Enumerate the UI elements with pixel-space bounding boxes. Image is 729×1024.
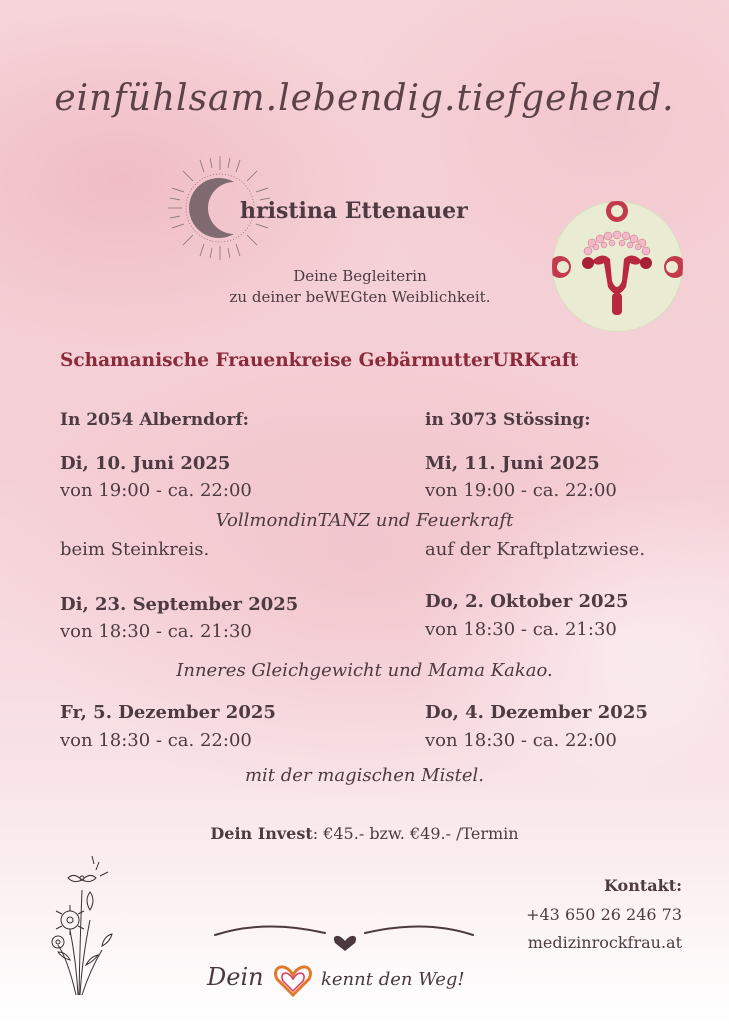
signature-word-1: Dein [207,963,264,991]
contact-website[interactable]: medizinrockfrau.at [527,933,682,952]
event-2-theme: Inneres Gleichgewicht und Mama Kakao. [176,660,553,681]
brand-name: hristina Ettenauer [240,198,468,224]
invest-label: Dein Invest [210,824,313,843]
signature-word-2: kennt den Weg! [321,969,465,990]
wildflower-illustration [40,850,120,1000]
tagline: einfühlsam.lebendig.tiefgehend. [54,78,675,119]
event-3-left-date: Fr, 5. Dezember 2025 [60,702,276,723]
invest-line [0,824,729,843]
event-1-right-time: von 19:00 - ca. 22:00 [425,480,617,501]
event-3-right-date: Do, 4. Dezember 2025 [425,702,648,723]
uterus-illustration [552,201,683,332]
event-3-left-time: von 18:30 - ca. 22:00 [60,730,252,751]
event-2-right-date: Do, 2. Oktober 2025 [425,591,629,612]
event-3-right-time: von 18:30 - ca. 22:00 [425,730,617,751]
event-1-right-date: Mi, 11. Juni 2025 [425,453,600,474]
event-1-right-place: auf der Kraftplatzwiese. [425,539,646,560]
event-2-left-date: Di, 23. September 2025 [60,594,299,615]
event-1-theme: VollmondinTANZ und Feuerkraft [215,510,514,531]
subtitle-line-1: Deine Begleiterin [293,267,427,285]
signature [205,915,480,1015]
event-3-theme: mit der magischen Mistel. [244,765,485,786]
location-right: in 3073 Stössing: [425,410,591,430]
subtitle-line-2: zu deiner beWEGten Weiblichkeit. [229,288,491,306]
invest-price: : €45.- bzw. €49.- /Termin [312,824,519,843]
event-1-left-date: Di, 10. Juni 2025 [60,453,231,474]
event-1-left-time: von 19:00 - ca. 22:00 [60,480,252,501]
subtitle [180,266,540,308]
contact-label: Kontakt: [604,876,682,895]
contact-phone[interactable]: +43 650 26 246 73 [526,905,682,924]
headline: Schamanische Frauenkreise GebärmutterURKraft [60,350,579,371]
event-1-left-place: beim Steinkreis. [60,539,210,560]
location-left: In 2054 Alberndorf: [60,410,249,430]
event-2-right-time: von 18:30 - ca. 21:30 [425,619,617,640]
heart-icon [334,936,356,951]
event-2-left-time: von 18:30 - ca. 21:30 [60,621,252,642]
